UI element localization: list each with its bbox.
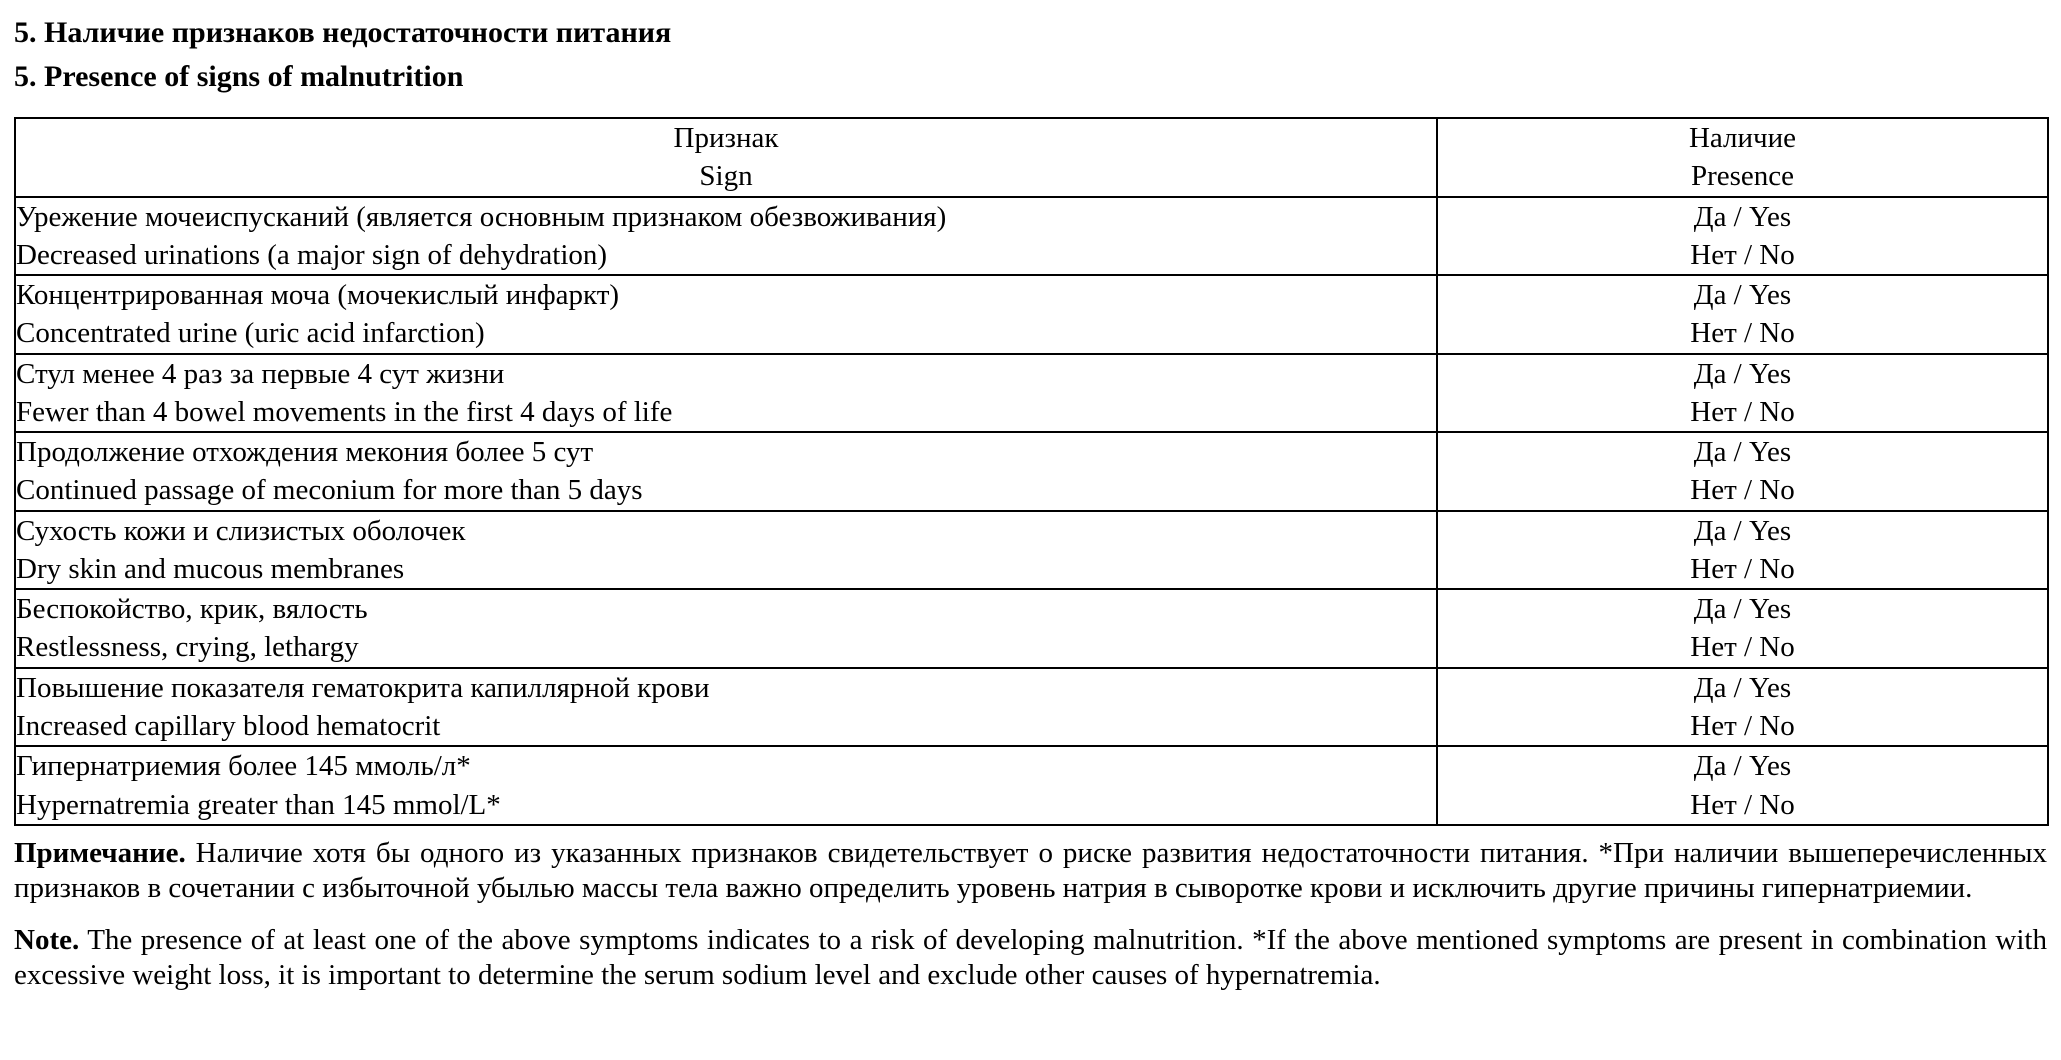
sign-text-en: Fewer than 4 bowel movements in the first 4 days of life [16, 395, 673, 428]
header-sign-en: Sign [699, 160, 753, 193]
table-row [15, 668, 2048, 747]
sign-text-ru: Гипернатриемия более 145 ммоль/л* [16, 750, 471, 783]
row-sign-cell [15, 511, 1437, 590]
row-sign-cell [15, 275, 1437, 354]
presence-option-no[interactable]: Нет / No [1690, 788, 1795, 821]
presence-option-no[interactable]: Нет / No [1690, 709, 1795, 742]
sign-text-en: Concentrated urine (uric acid infarction) [16, 317, 485, 350]
sign-text-ru: Урежение мочеиспусканий (является основным признаком обезвоживания) [16, 200, 947, 233]
row-sign-cell [15, 746, 1437, 825]
row-presence-cell[interactable] [1437, 668, 2048, 747]
sign-text-ru: Беспокойство, крик, вялость [16, 593, 368, 626]
header-cell-presence [1437, 118, 2048, 197]
note-ru-label: Примечание. [14, 836, 186, 869]
sign-text-en: Increased capillary blood hematocrit [16, 709, 441, 742]
header-presence-en: Presence [1690, 160, 1795, 193]
sign-text-en: Dry skin and mucous membranes [16, 552, 405, 585]
table-body [15, 197, 2048, 825]
presence-option-yes[interactable]: Да / Yes [1693, 671, 1792, 704]
sign-text-ru: Сухость кожи и слизистых оболочек [16, 514, 466, 547]
header-presence-ru: Наличие [1688, 122, 1797, 154]
presence-option-no[interactable]: Нет / No [1690, 317, 1795, 350]
note-en [14, 923, 2047, 994]
table-row [15, 511, 2048, 590]
presence-option-yes[interactable]: Да / Yes [1693, 200, 1792, 233]
row-presence-cell[interactable] [1437, 275, 2048, 354]
row-sign-cell [15, 197, 1437, 276]
notes-section [14, 836, 2047, 994]
presence-option-yes[interactable]: Да / Yes [1693, 593, 1792, 626]
table-header-row [15, 118, 2048, 197]
note-en-text: The presence of at least one of the above symptoms indicates to a risk of developing malnutrition. *If the above mentioned symptoms are present in combination with excessive weight loss, it is important to determine the serum sodium level and exclude other causes of hypernatremia. [14, 923, 2047, 991]
row-presence-cell[interactable] [1437, 354, 2048, 433]
row-sign-cell [15, 432, 1437, 511]
presence-option-no[interactable]: Нет / No [1690, 631, 1795, 664]
row-sign-cell [15, 354, 1437, 433]
sign-text-en: Decreased urinations (a major sign of dehydration) [16, 238, 608, 271]
note-ru [14, 836, 2047, 907]
sign-text-en: Restlessness, crying, lethargy [16, 631, 359, 664]
presence-option-yes[interactable]: Да / Yes [1693, 279, 1792, 312]
section-heading-ru: 5. Наличие признаков недостаточности питания [14, 16, 672, 49]
row-sign-cell [15, 668, 1437, 747]
row-presence-cell[interactable] [1437, 589, 2048, 668]
table-row [15, 275, 2048, 354]
note-en-label: Note. [14, 923, 80, 956]
table-row [15, 354, 2048, 433]
presence-option-no[interactable]: Нет / No [1690, 238, 1795, 271]
row-presence-cell[interactable] [1437, 511, 2048, 590]
table-row [15, 432, 2048, 511]
presence-option-no[interactable]: Нет / No [1690, 395, 1795, 428]
sign-text-ru: Повышение показателя гематокрита капиллярной крови [16, 671, 710, 704]
sign-text-ru: Стул менее 4 раз за первые 4 сут жизни [16, 357, 505, 390]
note-ru-text: Наличие хотя бы одного из указанных признаков свидетельствует о риске развития недостаточности питания. *При наличии вышеперечисленных признаков в сочетании с избыточной убылью массы тела важно определить уровень натрия в сыворотке крови и исключить другие причины гипернатриемии. [14, 836, 2047, 905]
section-heading-en: 5. Presence of signs of malnutrition [14, 59, 464, 93]
row-sign-cell [15, 589, 1437, 668]
header-cell-sign [15, 118, 1437, 197]
presence-option-no[interactable]: Нет / No [1690, 474, 1795, 507]
sign-text-ru: Концентрированная моча (мочекислый инфаркт) [16, 279, 620, 312]
sign-text-ru: Продолжение отхождения мекония более 5 сут [16, 436, 594, 469]
table-row [15, 746, 2048, 825]
table-row [15, 589, 2048, 668]
sign-text-en: Continued passage of meconium for more than 5 days [16, 474, 643, 507]
table-row [15, 197, 2048, 276]
sign-text-en: Hypernatremia greater than 145 mmol/L* [16, 788, 501, 821]
presence-option-yes[interactable]: Да / Yes [1693, 436, 1792, 469]
row-presence-cell[interactable] [1437, 432, 2048, 511]
presence-option-yes[interactable]: Да / Yes [1693, 514, 1792, 547]
row-presence-cell[interactable] [1437, 746, 2048, 825]
header-sign-ru: Признак [673, 122, 779, 154]
row-presence-cell[interactable] [1437, 197, 2048, 276]
presence-option-no[interactable]: Нет / No [1690, 552, 1795, 585]
presence-option-yes[interactable]: Да / Yes [1693, 750, 1792, 783]
presence-option-yes[interactable]: Да / Yes [1693, 357, 1792, 390]
signs-table [14, 117, 2049, 826]
